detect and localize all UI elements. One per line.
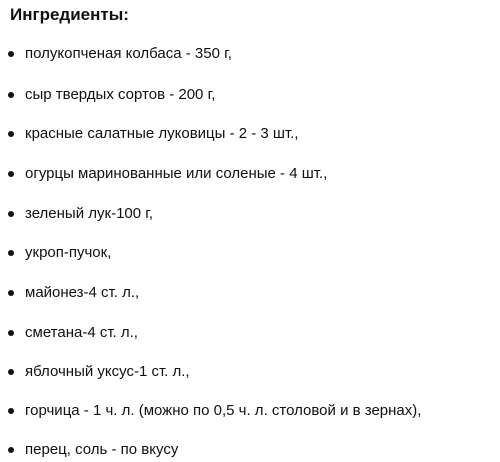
ingredient-text: сыр твердых сортов - 200 г,	[25, 86, 216, 103]
ingredient-text: укроп-пучок,	[25, 244, 112, 261]
list-item	[0, 242, 500, 264]
bullet-icon	[8, 51, 14, 57]
bullet-icon	[8, 171, 14, 177]
ingredient-text: сметана-4 ст. л.,	[25, 324, 138, 341]
list-item	[0, 123, 500, 145]
ingredient-text: перец, соль - по вкусу	[25, 441, 179, 458]
list-item	[0, 84, 500, 106]
bullet-icon	[8, 447, 14, 453]
list-item	[0, 203, 500, 225]
ingredients-heading: Ингредиенты:	[10, 5, 129, 24]
bullet-icon	[8, 250, 14, 256]
bullet-icon	[8, 369, 14, 375]
bullet-icon	[8, 211, 14, 217]
bullet-icon	[8, 290, 14, 296]
bullet-icon	[8, 408, 14, 414]
bullet-icon	[8, 131, 14, 137]
list-item	[0, 282, 500, 304]
ingredient-text: зеленый лук-100 г,	[25, 205, 154, 222]
ingredient-text: горчица - 1 ч. л. (можно по 0,5 ч. л. столовой и в зернах),	[25, 402, 422, 419]
list-item	[0, 400, 500, 422]
bullet-icon	[8, 330, 14, 336]
list-item	[0, 43, 500, 65]
list-item	[0, 361, 500, 383]
ingredient-text: огурцы маринованные или соленые - 4 шт.,	[25, 165, 328, 182]
list-item	[0, 322, 500, 344]
list-item	[0, 163, 500, 185]
ingredient-text: полукопченая колбаса - 350 г,	[25, 45, 232, 62]
list-item	[0, 439, 500, 461]
bullet-icon	[8, 92, 14, 98]
ingredient-text: майонез-4 ст. л.,	[25, 284, 140, 301]
ingredient-text: красные салатные луковицы - 2 - 3 шт.,	[25, 125, 299, 142]
ingredient-text: яблочный уксус-1 ст. л.,	[25, 363, 190, 380]
